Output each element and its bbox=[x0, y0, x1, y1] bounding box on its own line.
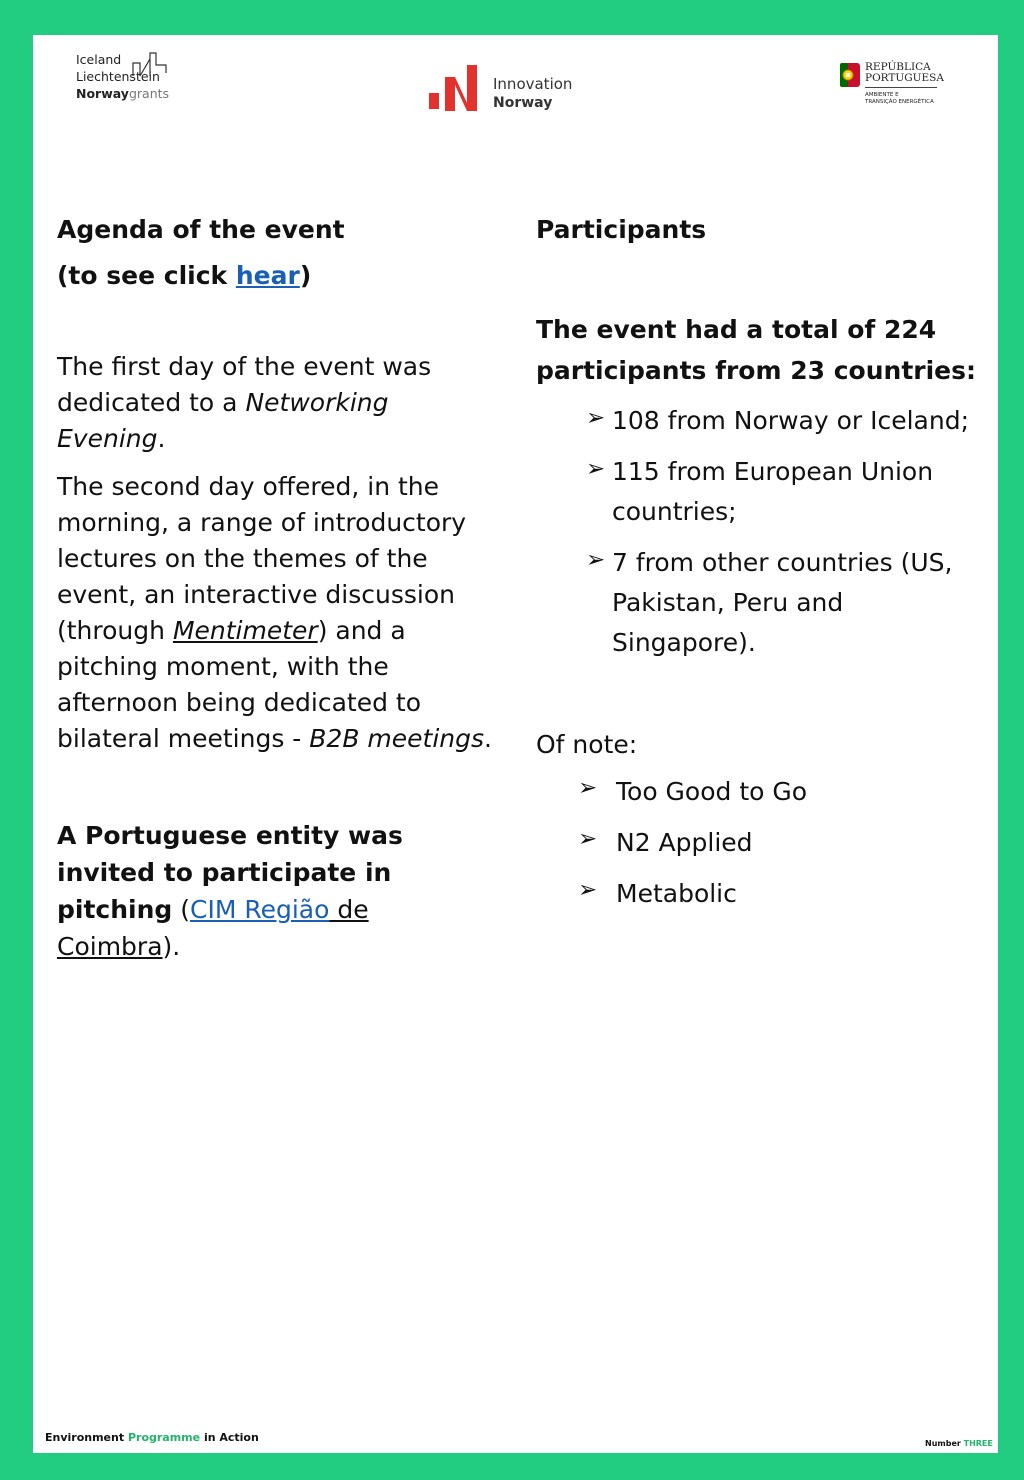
arrow-bullet-icon: ➢ bbox=[578, 826, 598, 852]
agenda-hear-link[interactable]: hear bbox=[235, 261, 300, 290]
republica-subtitle: AMBIENTE E TRANSIÇÃO ENERGÉTICA bbox=[865, 92, 934, 105]
agenda-link-line: (to see click hear) bbox=[57, 261, 312, 290]
list-item: ➢ 108 from Norway or Iceland; bbox=[612, 401, 976, 441]
arrow-bullet-icon: ➢ bbox=[586, 547, 606, 573]
agenda-column bbox=[57, 207, 497, 965]
portuguese-entity-paragraph: A Portuguese entity was invited to participate in pitching (CIM Região de Coimbra). bbox=[57, 821, 403, 961]
arrow-bullet-icon: ➢ bbox=[578, 775, 598, 801]
second-day-paragraph: The second day offered, in the morning, a range of introductory lectures on the themes of the event, an interactive discussion (through Mentimeter) and a pitching moment, with the afternoon being dedicated to bilateral meetings - B2B meetings. bbox=[57, 472, 492, 753]
list-item: ➢ 7 from other countries (US, Pakistan, Peru and Singapore). bbox=[612, 543, 976, 663]
of-note-label: Of note: bbox=[536, 730, 638, 759]
arrow-bullet-icon: ➢ bbox=[586, 456, 606, 482]
cim-coimbra-link[interactable]: de Coimbra bbox=[57, 895, 369, 961]
republica-title: REPÚBLICA PORTUGUESA bbox=[865, 61, 944, 84]
list-item: ➢ Too Good to Go bbox=[616, 772, 976, 812]
participants-column bbox=[536, 207, 976, 914]
eea-grants-logo bbox=[76, 51, 186, 117]
agenda-heading: Agenda of the event bbox=[57, 215, 345, 244]
list-item: ➢ Metabolic bbox=[616, 874, 976, 914]
eea-line-1: Iceland bbox=[76, 52, 122, 67]
document-page bbox=[33, 35, 998, 1453]
eea-line-2: Liechtenstein bbox=[76, 69, 160, 84]
list-item: ➢ 115 from European Union countries; bbox=[612, 452, 976, 532]
republica-divider bbox=[865, 87, 937, 88]
participants-summary: The event had a total of 224 participants from 23 countries: bbox=[536, 315, 977, 385]
participants-heading: Participants bbox=[536, 215, 707, 244]
republica-portuguesa-logo bbox=[839, 59, 959, 115]
participants-list bbox=[536, 401, 976, 663]
arrow-bullet-icon: ➢ bbox=[578, 877, 598, 903]
innovation-norway-line-2: Norway bbox=[493, 95, 553, 111]
eea-skyline-icon bbox=[132, 51, 168, 77]
portugal-flag-icon bbox=[839, 61, 861, 89]
cim-regiao-link[interactable]: CIM Região bbox=[190, 895, 330, 924]
innovation-norway-n-icon bbox=[429, 63, 485, 113]
innovation-norway-logo bbox=[429, 61, 579, 117]
footer-programme-title: Environment Programme in Action bbox=[45, 1431, 259, 1444]
first-day-paragraph: The first day of the event was dedicated to a Networking Evening. bbox=[57, 352, 432, 453]
of-note-list bbox=[536, 772, 976, 914]
mentimeter-link[interactable]: Mentimeter bbox=[172, 616, 318, 645]
innovation-norway-line-1: Innovation bbox=[493, 75, 573, 93]
list-item: ➢ N2 Applied bbox=[616, 823, 976, 863]
eea-line-3: Norwaygrants bbox=[76, 86, 170, 101]
arrow-bullet-icon: ➢ bbox=[586, 405, 606, 431]
footer-issue-number: Number THREE bbox=[925, 1439, 993, 1448]
